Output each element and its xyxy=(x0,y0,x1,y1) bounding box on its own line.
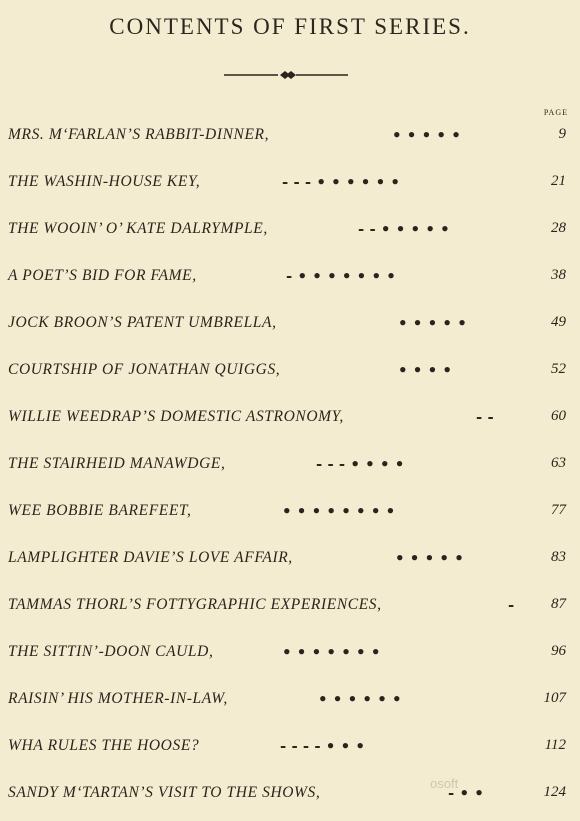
toc-page-number: 9 xyxy=(558,126,566,142)
toc-entry-title: A POET’S BID FOR FAME, xyxy=(8,267,197,284)
toc-page-number: 77 xyxy=(551,502,566,518)
toc-leader-dots: - • • xyxy=(448,784,484,802)
toc-entry-title: JOCK BROON’S PATENT UMBRELLA, xyxy=(8,314,277,331)
toc-entry-title: MRS. M‘FARLAN’S RABBIT-DINNER, xyxy=(8,126,270,143)
toc-entry-title: SANDY M‘TARTAN’S VISIT TO THE SHOWS, xyxy=(8,784,321,801)
toc-entry xyxy=(0,680,580,727)
toc-page-number: 63 xyxy=(551,455,566,471)
toc-entry xyxy=(0,586,580,633)
toc-entry xyxy=(0,774,580,821)
toc-entry xyxy=(0,539,580,586)
toc-entry xyxy=(0,116,580,163)
toc-entry xyxy=(0,445,580,492)
toc-page-number: 107 xyxy=(543,690,566,706)
toc-entry-title: RAISIN’ HIS MOTHER-IN-LAW, xyxy=(8,690,228,707)
watermark: osoft xyxy=(430,776,459,791)
toc-leader-dots: • • • • xyxy=(398,361,453,379)
ornament-divider xyxy=(222,68,350,82)
toc-leader-dots: - • • • • • • • xyxy=(286,267,396,285)
toc-entry xyxy=(0,210,580,257)
table-of-contents xyxy=(0,116,580,821)
toc-entry-title: THE SITTIN’-DOON CAULD, xyxy=(8,643,214,660)
toc-page-number: 49 xyxy=(551,314,566,330)
toc-entry xyxy=(0,398,580,445)
toc-entry-title: LAMPLIGHTER DAVIE’S LOVE AFFAIR, xyxy=(8,549,293,566)
page-column-label: PAGE xyxy=(543,108,568,117)
toc-page-number: 87 xyxy=(551,596,566,612)
toc-entry-title: WHA RULES THE HOOSE? xyxy=(8,737,200,754)
toc-entry xyxy=(0,727,580,774)
toc-page-number: 124 xyxy=(543,784,566,800)
toc-page-number: 112 xyxy=(544,737,566,753)
toc-entry xyxy=(0,257,580,304)
toc-leader-dots: - - • • • • • xyxy=(358,220,450,238)
toc-leader-dots: - - - - • • • xyxy=(280,737,365,755)
toc-leader-dots: - - xyxy=(476,408,494,426)
toc-leader-dots: • • • • • • • xyxy=(282,643,381,661)
toc-leader-dots: - - - • • • • xyxy=(316,455,405,473)
toc-page-number: 38 xyxy=(551,267,566,283)
toc-entry-title: WILLIE WEEDRAP’S DOMESTIC ASTRONOMY, xyxy=(8,408,344,425)
toc-leader-dots: • • • • • • • • xyxy=(282,502,396,520)
toc-leader-dots: - - - • • • • • • xyxy=(282,173,400,191)
page-title: CONTENTS OF FIRST SERIES. xyxy=(109,14,471,39)
toc-entry-title: TAMMAS THORL’S FOTTYGRAPHIC EXPERIENCES, xyxy=(8,596,382,613)
toc-page-number: 21 xyxy=(551,173,566,189)
toc-entry-title: THE WOOIN’ O’ KATE DALRYMPLE, xyxy=(8,220,268,237)
toc-entry xyxy=(0,163,580,210)
toc-entry-title: WEE BOBBIE BAREFEET, xyxy=(8,502,192,519)
toc-entry-title: COURTSHIP OF JONATHAN QUIGGS, xyxy=(8,361,281,378)
toc-leader-dots: • • • • • xyxy=(392,126,461,144)
toc-leader-dots: • • • • • xyxy=(395,549,464,567)
toc-entry-title: THE WASHIN-HOUSE KEY, xyxy=(8,173,201,190)
toc-page-number: 52 xyxy=(551,361,566,377)
toc-page-number: 60 xyxy=(551,408,566,424)
toc-entry xyxy=(0,633,580,680)
toc-leader-dots: - xyxy=(508,596,515,614)
toc-leader-dots: • • • • • • xyxy=(318,690,402,708)
toc-entry-title: THE STAIRHEID MANAWDGE, xyxy=(8,455,226,472)
toc-entry xyxy=(0,492,580,539)
toc-entry xyxy=(0,304,580,351)
toc-page-number: 28 xyxy=(551,220,566,236)
toc-page-number: 83 xyxy=(551,549,566,565)
toc-page-number: 96 xyxy=(551,643,566,659)
toc-leader-dots: • • • • • xyxy=(398,314,467,332)
toc-entry xyxy=(0,351,580,398)
